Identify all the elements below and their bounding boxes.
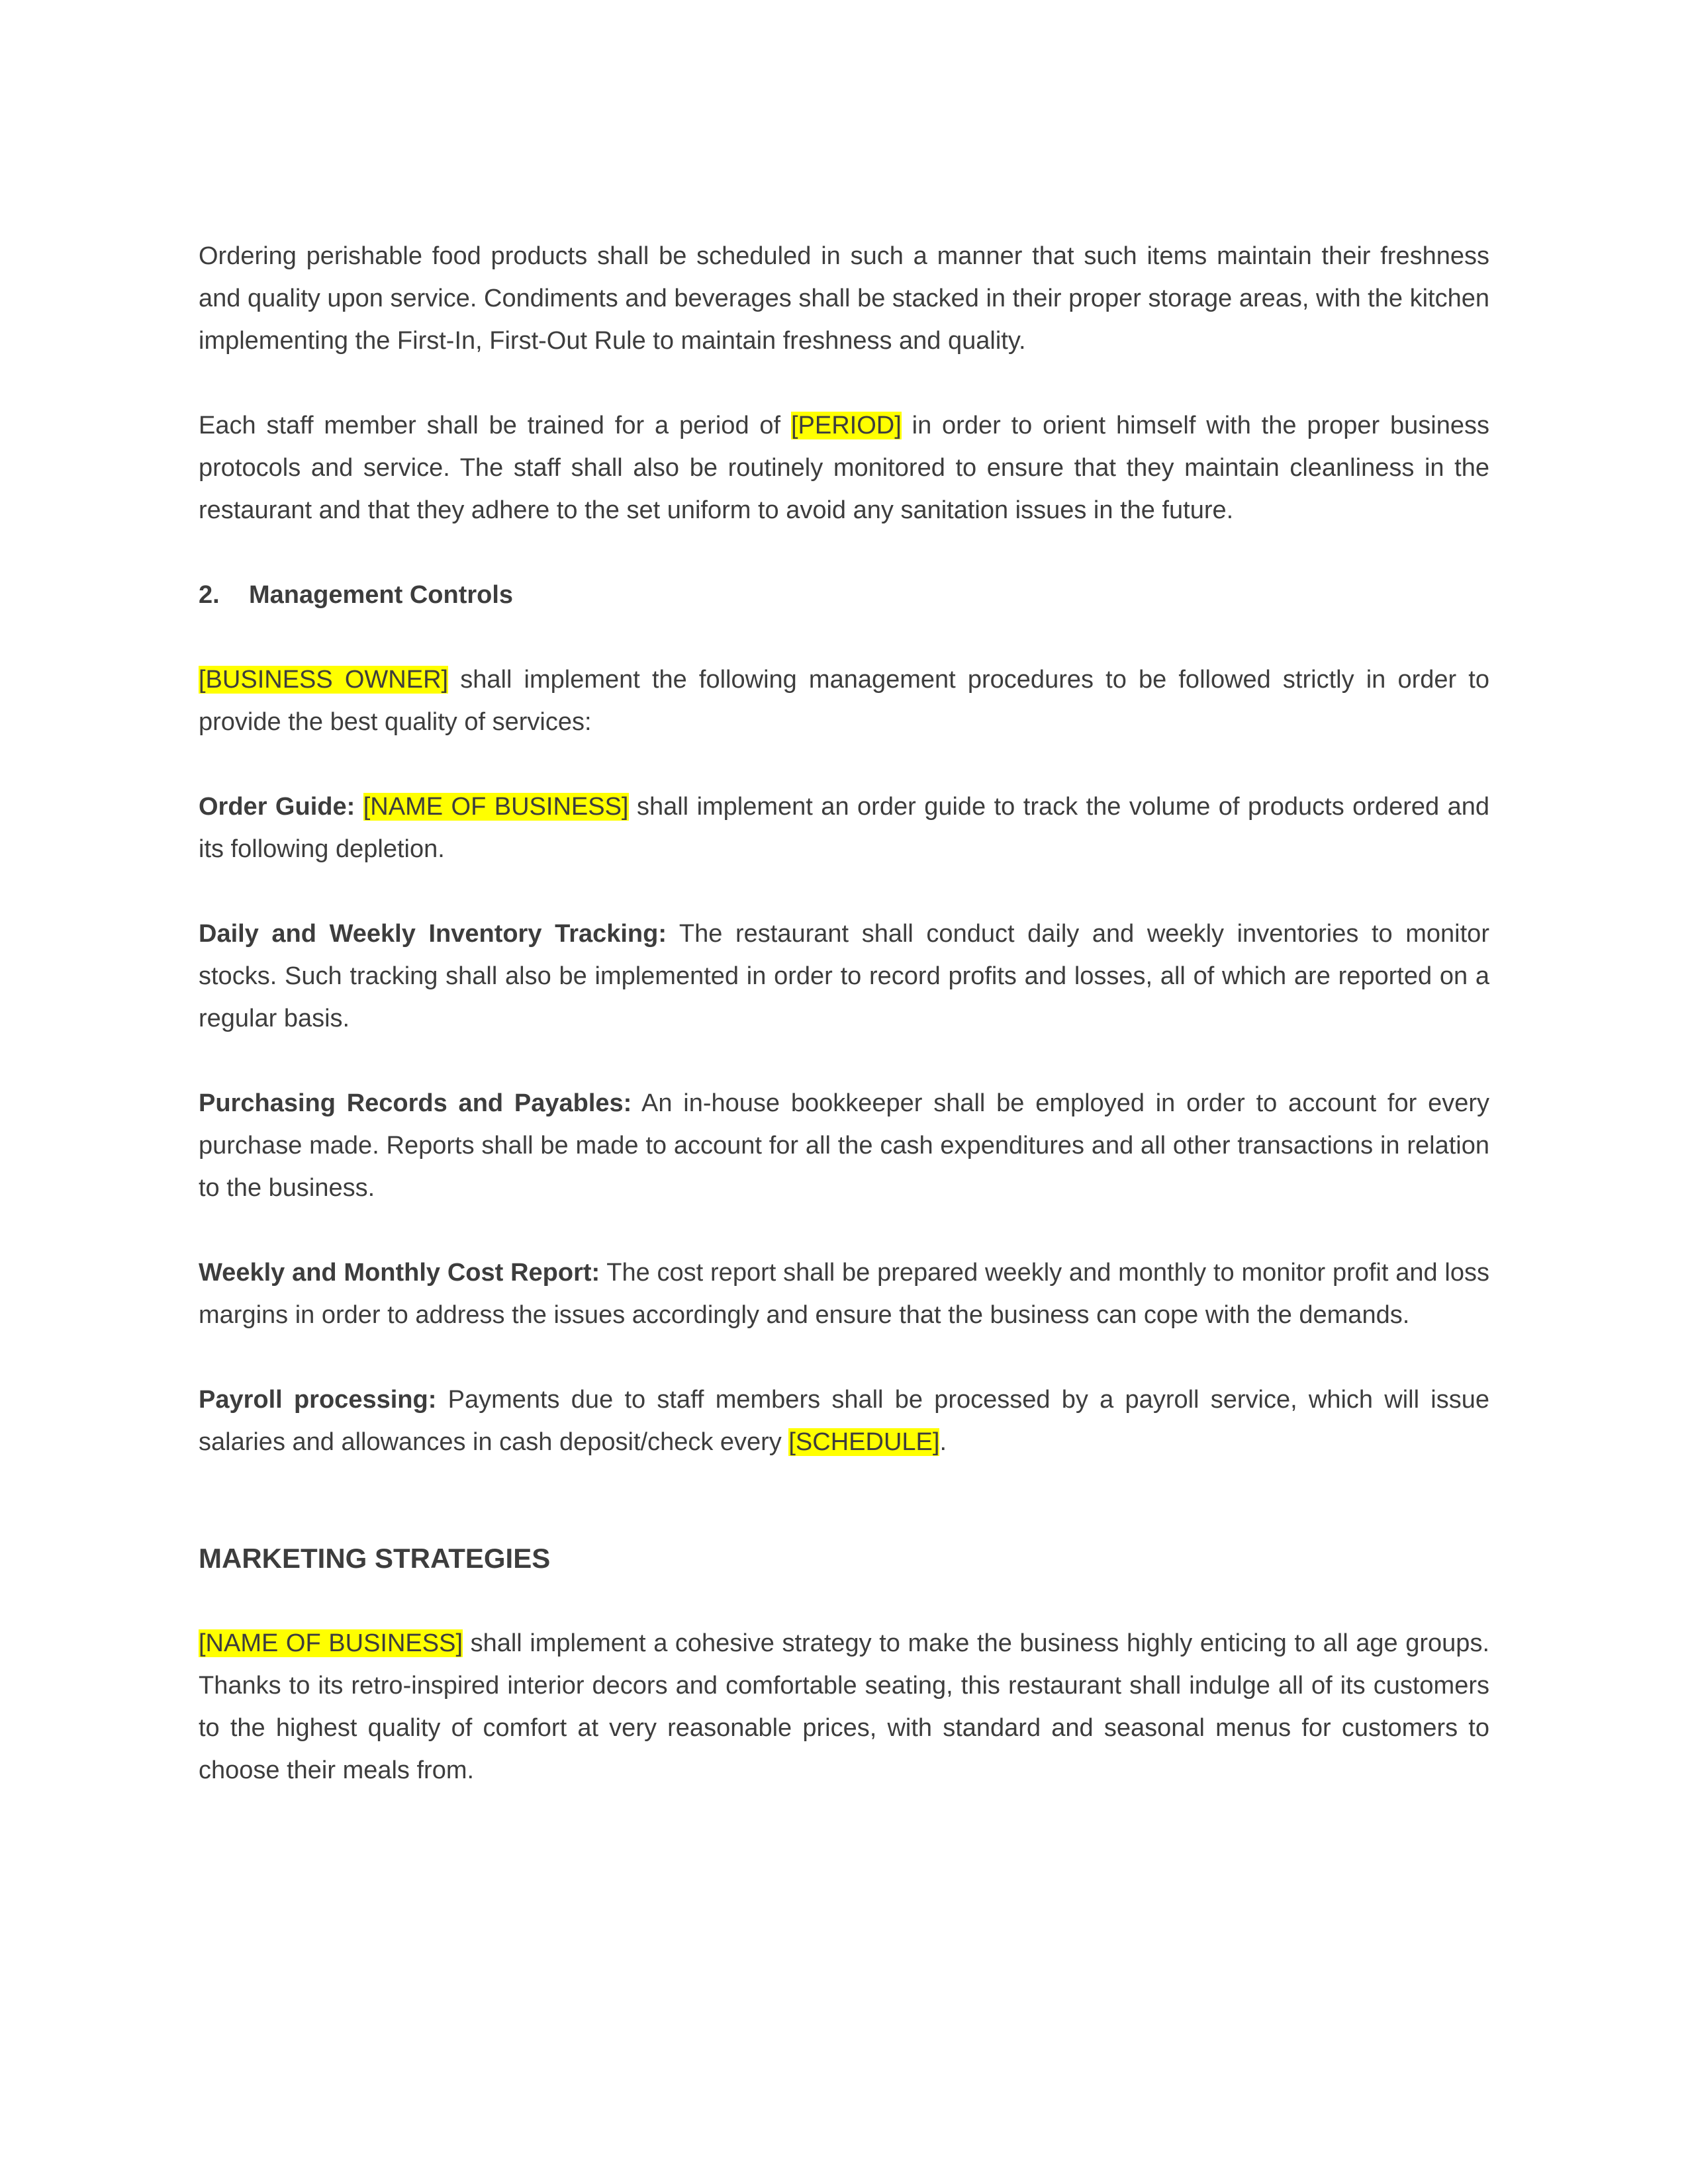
section-number: 2. (199, 581, 220, 609)
purchasing-text: An in-house bookkeeper shall be employed in order to account for every purchase made. Reports shall be made to account for all the cash expenditures and all other transactions in relation to the business. (199, 1089, 1489, 1202)
heading-marketing-strategies: MARKETING STRATEGIES (199, 1543, 551, 1574)
section-heading-management-controls (199, 574, 1489, 616)
placeholder-name-of-business-1: [NAME OF BUSINESS] (363, 793, 629, 821)
paragraph-staff-training-before: Each staff member shall be trained for a period of (199, 412, 791, 439)
paragraph-inventory-tracking (199, 913, 1489, 1040)
inventory-text: The restaurant shall conduct daily and weekly inventories to monitor stocks. Such tracking shall also be implemented in order to record profits and losses, all of which are reported on a regular basis. (199, 920, 1489, 1032)
document-page (199, 235, 1489, 1834)
paragraph-ordering-text: Ordering perishable food products shall be scheduled in such a manner that such items maintain their freshness and quality upon service. Condiments and beverages shall be stacked in their proper storage areas, with the kitchen implementing the First-In, First-Out Rule to maintain freshness and quality. (199, 242, 1489, 355)
placeholder-business-owner: [BUSINESS OWNER] (199, 666, 449, 694)
payroll-label: Payroll processing: (199, 1386, 437, 1414)
order-guide-space (355, 793, 363, 821)
paragraph-cost-report (199, 1251, 1489, 1336)
placeholder-name-of-business-2: [NAME OF BUSINESS] (199, 1629, 463, 1657)
paragraph-marketing (199, 1622, 1489, 1792)
paragraph-purchasing-records (199, 1082, 1489, 1209)
purchasing-label: Purchasing Records and Payables: (199, 1089, 632, 1117)
order-guide-text: shall implement an order guide to track the volume of products ordered and its following depletion. (199, 793, 1489, 863)
paragraph-ordering (199, 235, 1489, 362)
marketing-text: shall implement a cohesive strategy to make the business highly enticing to all age groups. Thanks to its retro-inspired interior decors and comfortable seating, this restaurant shall indulge all of its customers to the highest quality of comfort at very reasonable prices, with standard and seasonal menus for customers to choose their meals from. (199, 1629, 1489, 1784)
section-title: Management Controls (249, 581, 514, 609)
placeholder-period: [PERIOD] (790, 412, 902, 439)
paragraph-business-owner (199, 659, 1489, 743)
inventory-label: Daily and Weekly Inventory Tracking: (199, 920, 667, 948)
paragraph-staff-training-after: in order to orient himself with the proper business protocols and service. The staff shall also be routinely monitored to ensure that they maintain cleanliness in the restaurant and that they adhere to the set uniform to avoid any sanitation issues in the future. (199, 412, 1490, 524)
cost-report-label: Weekly and Monthly Cost Report: (199, 1259, 600, 1287)
placeholder-schedule: [SCHEDULE] (788, 1428, 940, 1456)
paragraph-staff-training (199, 404, 1489, 531)
order-guide-label: Order Guide: (199, 793, 355, 821)
paragraph-payroll (199, 1379, 1489, 1463)
payroll-text: Payments due to staff members shall be processed by a payroll service, which will issue salaries and allowances in cash deposit/check every (199, 1386, 1490, 1456)
cost-report-text: The cost report shall be prepared weekly and monthly to monitor profit and loss margins in order to address the issues accordingly and ensure that the business can cope with the demands. (199, 1259, 1489, 1329)
paragraph-business-owner-text: shall implement the following management procedures to be followed strictly in order to provide the best quality of services: (199, 666, 1489, 736)
payroll-end: . (939, 1428, 947, 1456)
paragraph-order-guide (199, 786, 1489, 870)
